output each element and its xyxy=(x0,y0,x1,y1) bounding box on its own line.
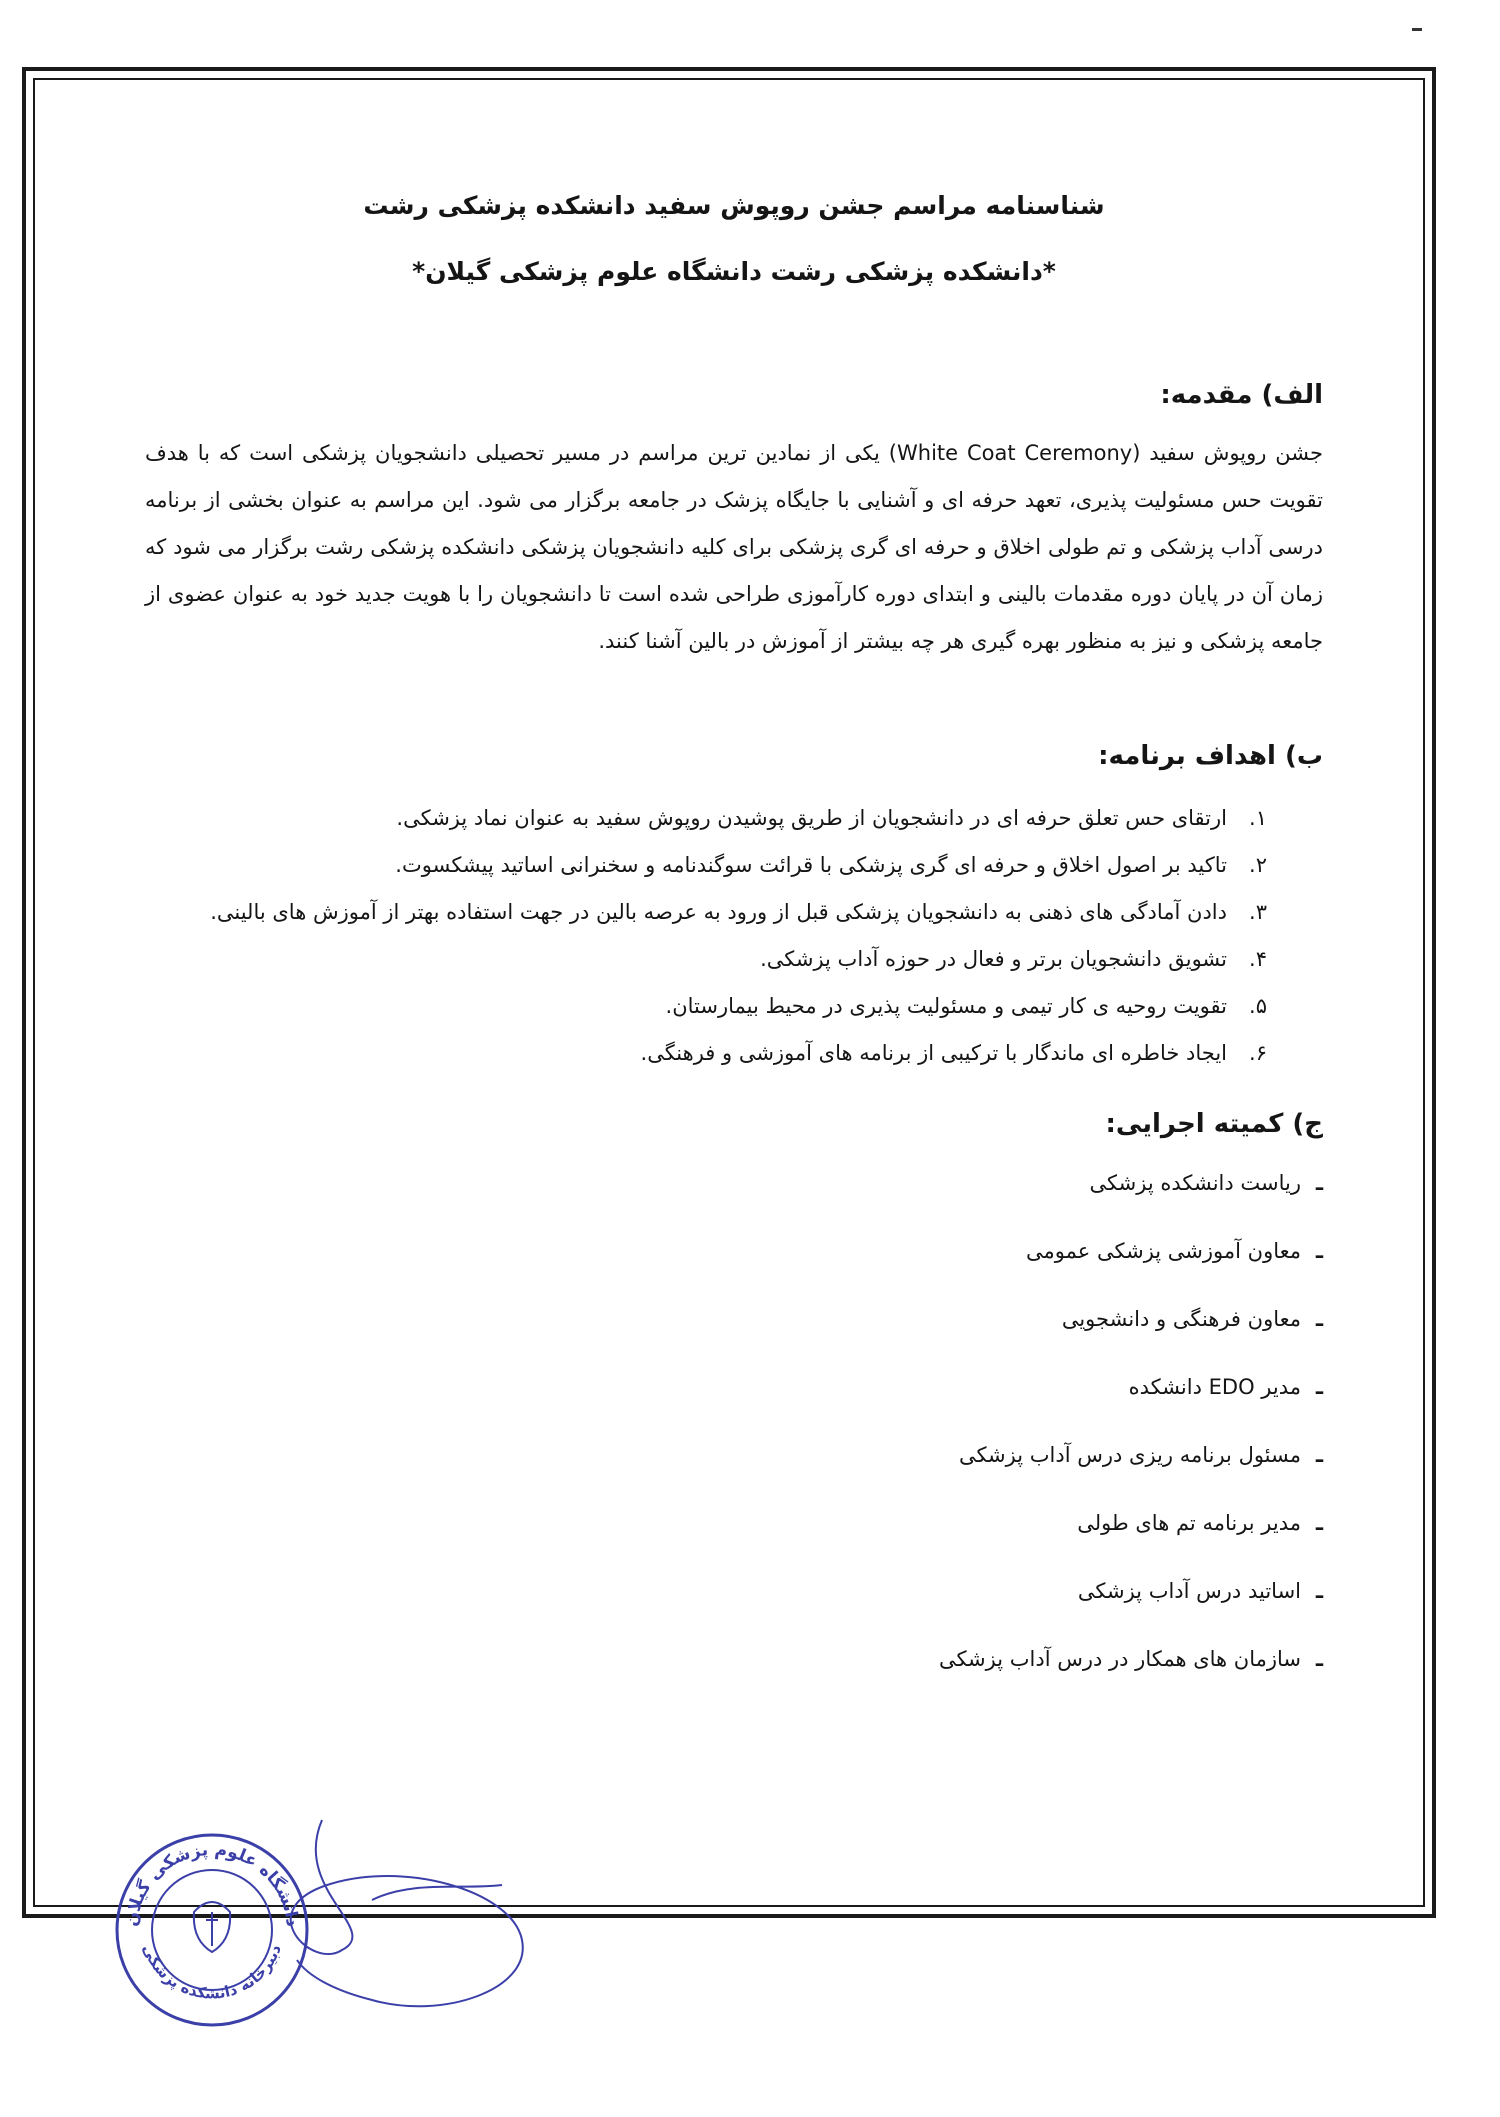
committee-item xyxy=(145,1505,1323,1541)
goal-number: ۵. xyxy=(1249,994,1267,1018)
dash-bullet: ـ xyxy=(1315,1239,1323,1263)
committee-item xyxy=(145,1437,1323,1473)
goal-text: ارتقای حس تعلق حرفه ای در دانشجویان از طریق پوشیدن روپوش سفید به عنوان نماد پزشکی. xyxy=(396,806,1227,830)
dash-bullet: ـ xyxy=(1315,1171,1323,1195)
official-stamp xyxy=(82,1800,552,2030)
intro-english-term: White Coat Ceremony xyxy=(897,441,1133,465)
goal-text: ایجاد خاطره ای ماندگار با ترکیبی از برنامه های آموزشی و فرهنگی. xyxy=(640,1041,1227,1065)
goal-item xyxy=(145,795,1267,842)
goal-number: ۶. xyxy=(1249,1041,1267,1065)
committee-item-text: مدیر برنامه تم های طولی xyxy=(1077,1511,1301,1535)
goals-list xyxy=(145,795,1323,1077)
committee-item-text: مسئول برنامه ریزی درس آداب پزشکی xyxy=(958,1443,1301,1467)
dash-bullet: ـ xyxy=(1315,1647,1323,1671)
committee-item xyxy=(145,1573,1323,1609)
goal-text: دادن آمادگی های ذهنی به دانشجویان پزشکی قبل از ورود به عرصه بالین در جهت استفاده بهتر از آموزش های بالینی. xyxy=(210,900,1227,924)
goal-text: تشویق دانشجویان برتر و فعال در حوزه آداب پزشکی. xyxy=(760,947,1227,971)
goal-text: تاکید بر اصول اخلاق و حرفه ای گری پزشکی با قرائت سوگندنامه و سخنرانی اساتید پیشکسوت. xyxy=(395,853,1227,877)
committee-item xyxy=(145,1233,1323,1269)
stamp-bottom-text: دبیرخانه دانشکده پزشکی xyxy=(138,1941,285,2003)
goal-item xyxy=(145,1030,1267,1077)
goal-number: ۱. xyxy=(1249,806,1267,830)
committee-item xyxy=(145,1165,1323,1201)
goal-item xyxy=(145,842,1267,889)
committee-item-text: سازمان های همکار در درس آداب پزشکی xyxy=(938,1647,1301,1671)
goal-item xyxy=(145,936,1267,983)
dash-bullet: ـ xyxy=(1315,1375,1323,1399)
document-subtitle: *دانشکده پزشکی رشت دانشگاه علوم پزشکی گیلان* xyxy=(412,257,1056,286)
scan-mark xyxy=(1412,28,1422,31)
committee-item-text: اساتید درس آداب پزشکی xyxy=(1077,1579,1301,1603)
committee-item xyxy=(145,1369,1323,1405)
document-body xyxy=(145,150,1323,1770)
committee-heading: ج) کمیته اجرایی: xyxy=(1105,1109,1323,1139)
intro-text-rest: ) یکی از نمادین ترین مراسم در مسیر تحصیلی دانشجویان پزشکی است که با هدف تقویت حس مسئولیت پذیری، تعهد حرفه ای و آشنایی با جایگاه پزشک در جامعه برگزار می شود. این مراسم به عنوان بخشی از برنامه درسی آداب پزشکی و تم طولی اخلاق و حرفه ای گری پزشکی برای کلیه دانشجویان پزشکی دانشکده پزشکی رشت برگزار می شود که زمان آن در پایان دوره مقدمات بالینی و ابتدای دوره کارآموزی طراحی شده است تا دانشجویان را با هویت جدید خود به عنوان عضوی از جامعه پزشکی و نیز به منظور بهره گیری هر چه بیشتر از آموزش در بالین آشنا کنند. xyxy=(145,441,1323,653)
signature-stroke xyxy=(291,1820,523,2006)
goal-number: ۲. xyxy=(1249,853,1267,877)
dash-bullet: ـ xyxy=(1315,1511,1323,1535)
committee-list xyxy=(145,1165,1323,1677)
stamp-top-text: دانشگاه علوم پزشکی گیلان xyxy=(121,1839,302,1928)
goal-item xyxy=(145,983,1267,1030)
committee-item xyxy=(145,1641,1323,1677)
goal-number: ۴. xyxy=(1249,947,1267,971)
goal-text: تقویت روحیه ی کار تیمی و مسئولیت پذیری در محیط بیمارستان. xyxy=(665,994,1227,1018)
document-title: شناسنامه مراسم جشن روپوش سفید دانشکده پزشکی رشت xyxy=(363,191,1105,220)
dash-bullet: ـ xyxy=(1315,1443,1323,1467)
goals-heading: ب) اهداف برنامه: xyxy=(1098,741,1323,771)
committee-item-text: مدیر EDO دانشکده xyxy=(1128,1375,1301,1399)
dash-bullet: ـ xyxy=(1315,1307,1323,1331)
goal-number: ۳. xyxy=(1249,900,1267,924)
intro-heading: الف) مقدمه: xyxy=(1160,380,1323,410)
committee-item-text: ریاست دانشکده پزشکی xyxy=(1089,1171,1301,1195)
emblem-detail-icon xyxy=(206,1912,218,1946)
committee-item-text: معاون آموزشی پزشکی عمومی xyxy=(1026,1239,1301,1263)
committee-item xyxy=(145,1301,1323,1337)
intro-text-start: جشن روپوش سفید ( xyxy=(1132,441,1323,465)
dash-bullet: ـ xyxy=(1315,1579,1323,1603)
committee-item-text: معاون فرهنگی و دانشجویی xyxy=(1061,1307,1301,1331)
goal-item xyxy=(145,889,1267,936)
intro-paragraph xyxy=(145,430,1323,665)
